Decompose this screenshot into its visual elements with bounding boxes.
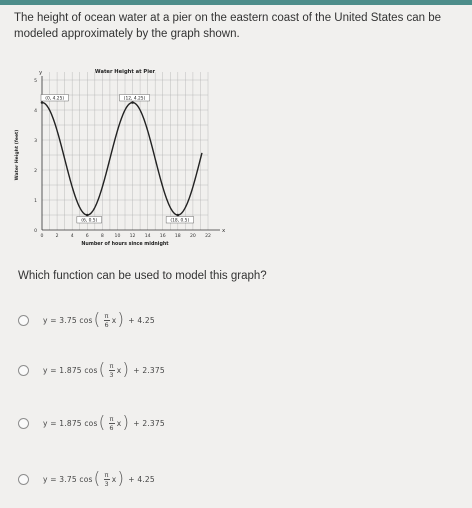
choice-a-fraction (103, 312, 109, 329)
choice-b-radio[interactable] (18, 365, 29, 376)
choice-c-constant: + 2.375 (133, 418, 165, 428)
y-tick-label: 4 (34, 109, 37, 114)
choice-c-coef: y = 1.875 cos (43, 418, 98, 428)
choice-d-lparen: ( (93, 468, 101, 489)
top-accent-bar (0, 0, 472, 5)
choice-a-lparen: ( (93, 309, 101, 330)
x-axis-label: Number of hours since midnight (81, 242, 169, 247)
x-tick-label: 16 (159, 234, 166, 239)
choice-a-numerator: π (104, 311, 109, 320)
choice-d-equation (43, 468, 155, 489)
x-tick-label: 14 (144, 234, 151, 239)
question-text: Which function can be used to model this graph? (18, 270, 267, 282)
water-height-graph (10, 60, 240, 260)
choice-c-equation (43, 412, 165, 433)
choice-d-numerator: π (104, 470, 109, 479)
x-axis-variable: x (222, 228, 226, 234)
chart-title: Water Height at Pier (94, 69, 156, 75)
x-tick-label: 0 (40, 234, 44, 239)
y-tick-label: 5 (34, 79, 37, 84)
y-axis-variable: y (39, 70, 43, 76)
point-label: (6, 0.5) (81, 218, 98, 224)
choice-d[interactable] (18, 466, 318, 492)
x-tick-label: 4 (70, 234, 74, 239)
y-tick-label: 1 (34, 199, 37, 204)
data-point (131, 101, 134, 104)
choice-b-equation (43, 359, 165, 380)
choice-b-fraction (108, 362, 114, 379)
graph-svg (10, 60, 240, 260)
choice-b-denominator: 3 (109, 370, 114, 379)
choice-a[interactable] (18, 307, 318, 333)
choice-b-numerator: π (109, 361, 114, 370)
choice-a-denominator: 6 (104, 320, 109, 329)
choice-c-fraction (108, 415, 114, 432)
x-tick-label: 18 (174, 234, 181, 239)
choice-b-var: x (116, 365, 122, 375)
x-tick-label: 10 (114, 234, 121, 239)
choice-d-fraction (103, 471, 109, 488)
point-label: (12, 4.25) (123, 96, 146, 102)
y-tick-label: 0 (34, 229, 37, 234)
choice-b[interactable] (18, 357, 318, 383)
point-label: (0, 4.25) (45, 96, 65, 102)
choice-c-numerator: π (109, 414, 114, 423)
x-tick-label: 6 (85, 234, 89, 239)
choice-d-coef: y = 3.75 cos (43, 474, 93, 484)
x-tick-label: 12 (129, 234, 136, 239)
choice-c-radio[interactable] (18, 418, 29, 429)
choice-d-rparen: ) (117, 468, 125, 489)
choice-c[interactable] (18, 410, 318, 436)
choice-c-denominator: 6 (109, 423, 114, 432)
choice-b-lparen: ( (98, 359, 106, 380)
choice-a-coef: y = 3.75 cos (43, 315, 93, 325)
choice-d-var: x (111, 474, 117, 484)
choice-b-coef: y = 1.875 cos (43, 365, 98, 375)
choice-c-var: x (116, 418, 122, 428)
choice-c-rparen: ) (122, 412, 130, 433)
choice-a-rparen: ) (117, 309, 125, 330)
x-tick-label: 8 (100, 234, 104, 239)
x-tick-label: 2 (55, 234, 59, 239)
choice-a-constant: + 4.25 (128, 315, 155, 325)
y-tick-label: 3 (34, 139, 37, 144)
problem-prompt: The height of ocean water at a pier on the eastern coast of the United States can be modeled approximately by the graph shown. (14, 12, 442, 40)
x-tick-label: 20 (189, 234, 196, 239)
x-tick-label: 22 (205, 234, 211, 239)
choice-a-equation (43, 309, 155, 330)
y-tick-label: 2 (34, 169, 37, 174)
choice-b-constant: + 2.375 (133, 365, 165, 375)
data-point (41, 101, 44, 104)
choice-d-denominator: 3 (104, 479, 109, 488)
data-point (177, 214, 180, 217)
choice-d-radio[interactable] (18, 474, 29, 485)
choice-a-radio[interactable] (18, 315, 29, 326)
choice-b-rparen: ) (122, 359, 130, 380)
choice-a-var: x (111, 315, 117, 325)
point-label: (18, 0.5) (170, 218, 190, 224)
choice-c-lparen: ( (98, 412, 106, 433)
choice-d-constant: + 4.25 (128, 474, 155, 484)
data-point (86, 214, 89, 217)
y-axis-label: Water Height (feet) (15, 129, 20, 181)
